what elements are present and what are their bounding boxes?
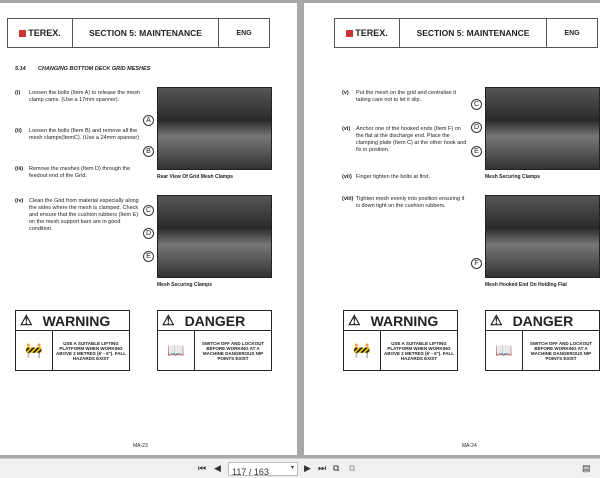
- callout-label: C: [143, 205, 154, 216]
- step-text: Remove the meshes (Item D) through the feedout end of the Grid.: [29, 166, 131, 179]
- page-header: [334, 18, 598, 48]
- photo-mesh-securing-clamps: [157, 195, 272, 278]
- callout-label: C: [471, 99, 482, 110]
- sign-title: DANGER: [184, 312, 246, 329]
- warning-triangle-icon: ⚠: [162, 312, 175, 328]
- sign-title: WARNING: [370, 312, 439, 329]
- photo-caption: Mesh Securing Clamps: [485, 174, 541, 180]
- language-label: ENG: [564, 29, 580, 37]
- sign-title: DANGER: [512, 312, 574, 329]
- step-number: (viii): [342, 196, 354, 202]
- previous-page-icon[interactable]: ◀: [214, 463, 221, 473]
- danger-sign: [485, 310, 600, 371]
- section-title: SECTION 5: MAINTENANCE: [400, 19, 547, 47]
- step-text: Anchor one of the hooked ends (Item F) on the flat at the discharge end. Place the clamping plate (Item C) at the other hook and fix in position.: [356, 126, 467, 153]
- page-indicator: 117 / 163: [232, 467, 269, 477]
- logo-text: TEREX.: [28, 28, 61, 38]
- photo-mesh-securing-clamps: [485, 87, 600, 170]
- logo-text: TEREX.: [355, 28, 388, 38]
- step-number: (vii): [342, 174, 352, 180]
- callout-label: D: [471, 122, 482, 133]
- first-page-icon[interactable]: ⏮: [198, 463, 207, 473]
- photo-caption: Mesh Securing Clamps: [157, 282, 213, 288]
- step-number: (vi): [342, 126, 351, 132]
- step: [15, 166, 140, 180]
- page-number: MA-23: [133, 443, 148, 449]
- photo-grid-mesh-clamps: [157, 87, 272, 170]
- page-right: [304, 3, 600, 455]
- step-text: Tighten mesh evenly into position ensuring it is down tight on the cushion rubbers.: [356, 196, 465, 209]
- warning-triangle-icon: ⚠: [20, 312, 33, 328]
- callout-label: D: [143, 228, 154, 239]
- callout-label: F: [471, 258, 482, 269]
- step-number: (iv): [15, 198, 24, 204]
- terex-logo: [8, 19, 73, 47]
- next-page-icon[interactable]: ▶: [304, 463, 311, 473]
- callout-label: E: [471, 146, 482, 157]
- previous-view-icon[interactable]: ⧉: [333, 463, 340, 473]
- sign-text: USE A SUITABLE LIFTING PLATFORM WHEN WORKING ABOVE 2 METRES (6' - 6"). FALL HAZARDS EXIST: [56, 340, 126, 361]
- warning-triangle-icon: ⚠: [490, 312, 503, 328]
- step: [342, 90, 467, 104]
- step: [342, 196, 467, 210]
- single-page-view-icon[interactable]: ▤: [582, 463, 591, 473]
- photo-caption: Mesh Hooked End On Holding Flat: [485, 282, 567, 288]
- next-view-icon[interactable]: ⧉: [349, 463, 356, 473]
- fall-hazard-icon: 🚧: [16, 331, 53, 370]
- sign-title: WARNING: [42, 312, 111, 329]
- sign-text: SWITCH OFF AND LOCKOUT BEFORE WORKING AT A MACHINE DANGEROUS NIP POINTS EXIST: [529, 340, 593, 361]
- fall-hazard-icon: 🚧: [344, 331, 381, 370]
- page-header: [7, 18, 270, 48]
- step-text: Clean the Grid from material especially along the sides where the mesh is clamped. Check and ensure that the cushion rubbers (Item E) on the mesh support bars are in good condition.: [29, 198, 139, 232]
- step-text: Loosen the bolts (Item B) and remove all the mesh clamps(ItemC). (Use a 24mm spanner): [29, 128, 140, 141]
- callout-label: A: [143, 115, 154, 126]
- section-number: 5.14: [15, 66, 26, 72]
- manual-lockout-icon: 📖: [158, 331, 195, 370]
- viewer-toolbar: [0, 458, 600, 478]
- step: [342, 174, 467, 181]
- manual-lockout-icon: 📖: [486, 331, 523, 370]
- section-title: SECTION 5: MAINTENANCE: [73, 19, 219, 47]
- last-page-icon[interactable]: ⏭: [318, 463, 327, 473]
- step-number: (iii): [15, 166, 24, 172]
- chevron-down-icon: ▾: [290, 465, 294, 471]
- warning-triangle-icon: ⚠: [348, 312, 361, 328]
- callout-label: B: [143, 146, 154, 157]
- photo-caption: Rear View Of Grid Mesh Clamps: [157, 174, 234, 180]
- language-label: ENG: [236, 29, 252, 37]
- step: [342, 126, 467, 154]
- sign-text: USE A SUITABLE LIFTING PLATFORM WHEN WORKING ABOVE 2 METRES (6' - 6"). FALL HAZARDS EXIST: [384, 340, 454, 361]
- danger-sign: [157, 310, 272, 371]
- step: [15, 198, 140, 233]
- page-number: MA-24: [462, 443, 477, 449]
- step-number: (i): [15, 90, 21, 96]
- step-number: (ii): [15, 128, 22, 134]
- step-text: Finger tighten the bolts at first.: [356, 174, 430, 180]
- step: [15, 128, 140, 142]
- section-heading: CHANGING BOTTOM DECK GRID MESHES: [38, 66, 151, 72]
- step: [15, 90, 140, 104]
- callout-label: E: [143, 251, 154, 262]
- terex-logo: [335, 19, 400, 47]
- warning-sign: [343, 310, 458, 371]
- step-text: Loosen the bolts (Item A) to release the mesh clamp cams. (Use a 17mm spanner).: [29, 90, 140, 103]
- photo-mesh-hooked-end: [485, 195, 600, 278]
- step-text: Put the mesh on the grid and centralise it taking care not to let it slip.: [356, 90, 456, 103]
- page-selector[interactable]: [228, 462, 298, 476]
- step-number: (v): [342, 90, 349, 96]
- warning-sign: [15, 310, 130, 371]
- sign-text: SWITCH OFF AND LOCKOUT BEFORE WORKING AT A MACHINE DANGEROUS NIP POINTS EXIST: [201, 340, 265, 361]
- page-left: [0, 3, 297, 455]
